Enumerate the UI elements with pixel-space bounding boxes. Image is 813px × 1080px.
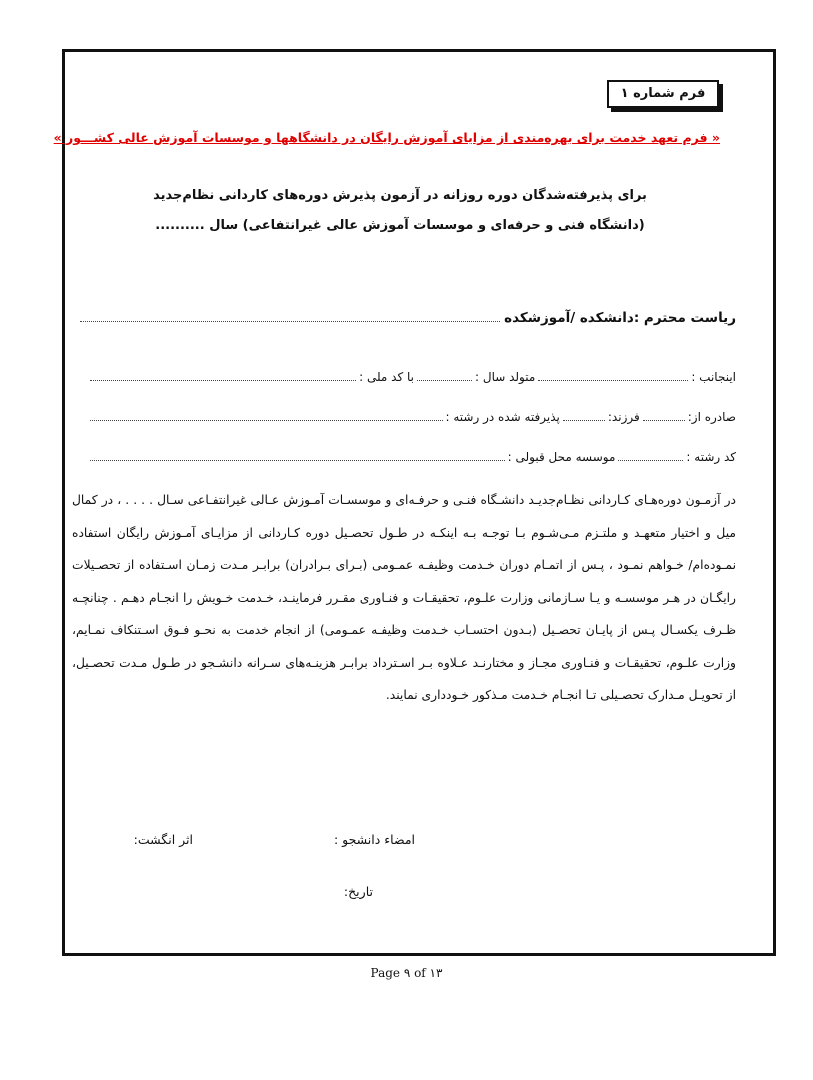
institution-field[interactable]: [90, 459, 505, 461]
greeting-text: ریاست محترم :دانشکده /آموزشکده: [504, 310, 736, 326]
child-of-label: فرزند:: [607, 410, 640, 424]
greeting-line: [80, 310, 736, 326]
subtitle-line-1: برای پذیرفته‌شدگان دوره روزانه در آزمون پذیرش دوره‌های کاردانی نظام‌جدید: [153, 188, 647, 203]
form-main-title: « فرم تعهد خدمت برای بهره‌مندی از مزایای آموزش رایگان در دانشگاهها و موسسات آموزش عالی کشـــور »: [53, 130, 720, 145]
field-code-label: کد رشته :: [686, 450, 736, 464]
admission-info-row: [90, 450, 736, 464]
name-label: اینجانب :: [691, 370, 736, 384]
subtitle-line-2: (دانشگاه فنی و حرفه‌ای و موسسات آموزش عالی غیرانتفاعی) سال ..........: [155, 218, 645, 233]
issued-from-label: صادره از:: [687, 410, 736, 424]
national-id-field[interactable]: [90, 379, 356, 381]
institution-label: موسسه محل قبولی :: [507, 450, 616, 464]
birth-year-label: متولد سال :: [475, 370, 536, 384]
applicant-info-row: [90, 370, 736, 384]
greeting-fill-line[interactable]: [80, 320, 500, 322]
field-code-field[interactable]: [618, 459, 683, 461]
commitment-paragraph: در آزمـون دوره‌هـای کـاردانی نظـام‌جدیـد دانشـگاه فنـی و حرفـه‌ای و موسسـات آمـوزش عـالی غیرانتفـاعی سـال . . . . ، در کمال میل و اختیار متعهـد و ملتـزم مـی‌شـوم بـا توجـه بـه اینکـه در طـول تحصـیل دوره کـاردانی از مزایـای آمـوزش رایگان استفاده نمـوده‌ام/ خـواهم نمـود ، پـس از اتمـام دوران خـدمت وظیفـه عمـومی (بـرای بـرادران) برابـر مـدت زمـان اسـتفاده از تحصـیلات رایگـان در هـر موسسـه و یـا سـازمانی وزارت علـوم، تحقیقـات و فنـاوری مقـرر فرماینـد، خـدمت خـویش را انجـام دهـم . چنانچـه ظـرف یکسـال پـس از پایـان تحصـیل (بـدون احتسـاب خـدمت وظیفـه عمـومی) از انجام خدمت به نحـو فـوق اسـتنکاف نمـایم، وزارت علـوم، تحقیقـات و فنـاوری مجـاز و مختارنـد عـلاوه بـر اسـترداد برابـر هزینـه‌های سـرانه دانشـجو در طـول مـدت تحصـیل، از تحویـل مـدارک تحصـیلی تـا انجـام خـدمت مـذکور خـودداری نمایند.: [72, 493, 736, 702]
child-of-field[interactable]: [563, 419, 605, 421]
field-of-study-field[interactable]: [90, 419, 443, 421]
issued-from-field[interactable]: [643, 419, 685, 421]
origin-info-row: [90, 410, 736, 424]
student-signature-label: امضاء دانشجو :: [333, 832, 415, 847]
name-field[interactable]: [538, 379, 688, 381]
national-id-label: با کد ملی :: [359, 370, 414, 384]
page-number: Page ۹ of ۱۳: [370, 966, 443, 980]
date-label: تاریخ:: [343, 884, 373, 899]
fingerprint-label: اثر انگشت:: [133, 832, 193, 847]
form-number-box: فرم شماره ۱: [607, 80, 719, 108]
field-of-study-label: پذیرفته شده در رشته :: [445, 410, 560, 424]
birth-year-field[interactable]: [417, 379, 472, 381]
